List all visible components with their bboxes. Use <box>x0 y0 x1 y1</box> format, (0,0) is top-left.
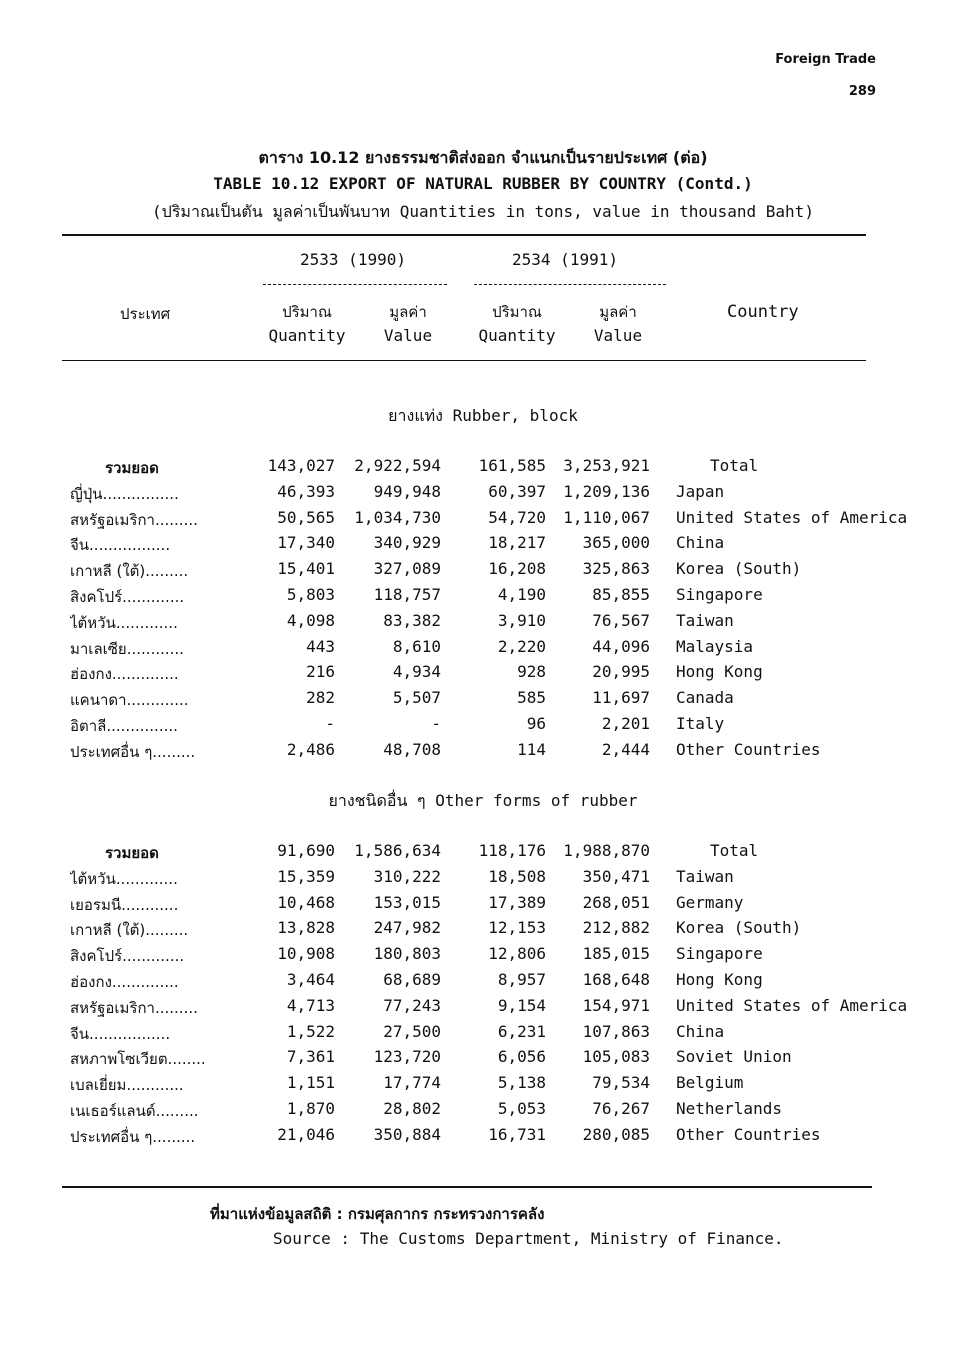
country-th-cell: เยอรมนี............ <box>70 895 179 914</box>
quantity-1990-cell: 7,361 <box>286 1047 335 1067</box>
table-row <box>0 533 966 559</box>
country-th-cell: มาเลเซีย............ <box>70 639 184 658</box>
country-en-cell: United States of America <box>676 995 908 1015</box>
value-1991-cell: 76,567 <box>592 610 650 630</box>
country-en-cell: China <box>676 533 725 553</box>
value-1991-cell: 325,863 <box>582 559 650 579</box>
country-en-header: Country <box>727 302 799 322</box>
year-1991-divider <box>474 284 666 285</box>
country-en-cell: Taiwan <box>676 866 734 886</box>
quantity-1991-cell: 8,957 <box>497 970 546 989</box>
quantity-1991-cell: 928 <box>517 662 546 682</box>
value-1991-cell: 268,051 <box>582 892 650 912</box>
value-1991-cell: 154,971 <box>582 995 650 1015</box>
value-1990-cell: 1,034,730 <box>354 507 441 527</box>
country-en-cell: Japan <box>676 481 725 501</box>
table-title-english: TABLE 10.12 EXPORT OF NATURAL RUBBER BY COUNTRY (Contd.) <box>213 174 753 193</box>
quantity-1990-cell: 17,340 <box>277 533 335 553</box>
country-th-cell: จีน................. <box>70 1024 171 1043</box>
country-en-cell: Germany <box>676 892 744 912</box>
table-row <box>0 867 966 893</box>
country-th-cell: อิตาลี............... <box>70 717 178 735</box>
value-1990-cell: 27,500 <box>383 1021 441 1041</box>
quantity-1990-cell: 21,046 <box>277 1124 335 1144</box>
section-title-rubber-block: ยางแท่ง Rubber, block <box>388 406 578 425</box>
country-th-cell: สิงคโปร์............. <box>70 947 185 966</box>
value-1990-cell: 123,720 <box>373 1047 441 1067</box>
table-row <box>0 508 966 534</box>
quantity-1991-cell: 60,397 <box>488 481 546 501</box>
value-th-1991: มูลค่า <box>599 303 637 321</box>
quantity-1990-cell: 2,486 <box>286 739 335 759</box>
country-th-cell: สหรัฐอเมริกา......... <box>70 510 198 529</box>
quantity-1990-cell: 10,468 <box>277 892 335 912</box>
table-row <box>0 482 966 508</box>
country-th-cell: รวมยอด <box>105 459 159 477</box>
table-row <box>0 970 966 996</box>
value-1990-cell: 48,708 <box>383 739 441 759</box>
value-1991-cell: 185,015 <box>582 944 650 964</box>
value-1990-cell: 180,803 <box>373 944 441 964</box>
country-th-cell: รวมยอด <box>105 844 159 862</box>
quantity-1991-cell: 96 <box>526 714 546 733</box>
quantity-th-1990: ปริมาณ <box>282 303 332 321</box>
quantity-1991-cell: 5,138 <box>497 1073 546 1093</box>
country-th-cell: เนเธอร์แลนด์......... <box>70 1102 199 1120</box>
value-1991-cell: 79,534 <box>592 1073 650 1093</box>
year-1990-header: 2533 (1990) <box>300 250 406 269</box>
quantity-1991-cell: 12,153 <box>488 918 546 938</box>
country-th-cell: สิงคโปร์............. <box>70 588 185 606</box>
quantity-1991-cell: 118,176 <box>478 841 546 860</box>
value-1990-cell: 247,982 <box>373 918 441 938</box>
country-en-cell: Malaysia <box>676 636 754 656</box>
quantity-1991-cell: 6,056 <box>497 1047 546 1067</box>
quantity-1990-cell: 282 <box>306 688 335 708</box>
value-1991-cell: 280,085 <box>582 1124 650 1144</box>
country-th-cell: เกาหลี (ใต้)......... <box>70 562 189 581</box>
quantity-1990-cell: 50,565 <box>277 507 335 527</box>
table-row <box>0 1125 966 1151</box>
country-th-cell: ประเทศอื่น ๆ......... <box>70 1127 196 1146</box>
country-th-cell: ญี่ปุ่น................ <box>70 484 179 503</box>
country-en-cell: Hong Kong <box>676 970 763 989</box>
quantity-1990-cell: 46,393 <box>277 481 335 501</box>
value-1990-cell: 8,610 <box>392 636 441 656</box>
quantity-1991-cell: 12,806 <box>488 944 546 964</box>
table-row <box>0 585 966 611</box>
value-1991-cell: 2,201 <box>601 714 650 733</box>
quantity-1991-cell: 585 <box>517 688 546 708</box>
country-th-cell: แคนาดา............. <box>70 691 189 710</box>
country-en-cell: Korea (South) <box>676 559 802 579</box>
quantity-1991-cell: 161,585 <box>478 456 546 475</box>
value-1990-cell: 949,948 <box>373 481 441 501</box>
section-title-other-forms: ยางชนิดอื่น ๆ Other forms of rubber <box>328 791 638 810</box>
country-th-cell: จีน................. <box>70 536 171 555</box>
quantity-1990-cell: 5,803 <box>286 585 335 604</box>
source-thai: ที่มาแห่งข้อมูลสถิติ : กรมศุลกากร กระทรวงการคลัง <box>210 1205 545 1223</box>
quantity-1991-cell: 16,731 <box>488 1124 546 1144</box>
country-th-header: ประเทศ <box>120 305 171 323</box>
country-th-cell: เบลเยี่ยม............ <box>70 1076 184 1095</box>
value-1991-cell: 76,267 <box>592 1099 650 1118</box>
value-1991-cell: 85,855 <box>592 585 650 604</box>
value-1990-cell: 310,222 <box>373 866 441 886</box>
quantity-1990-cell: 4,713 <box>286 995 335 1015</box>
value-1991-cell: 107,863 <box>582 1021 650 1041</box>
value-1991-cell: 3,253,921 <box>563 456 650 475</box>
value-1991-cell: 11,697 <box>592 688 650 708</box>
table-row <box>0 714 966 740</box>
quantity-1991-cell: 54,720 <box>488 507 546 527</box>
country-th-cell: ไต้หวัน............. <box>70 613 178 632</box>
country-en-cell: Taiwan <box>676 610 734 630</box>
value-1991-cell: 168,648 <box>582 970 650 989</box>
table-row <box>0 918 966 944</box>
country-en-cell: Other Countries <box>676 1124 821 1144</box>
value-1990-cell: 83,382 <box>383 610 441 630</box>
quantity-1991-cell: 6,231 <box>497 1021 546 1041</box>
table-row <box>0 944 966 970</box>
country-en-cell: Hong Kong <box>676 662 763 682</box>
quantity-1991-cell: 17,389 <box>488 892 546 912</box>
quantity-1991-cell: 2,220 <box>497 636 546 656</box>
country-en-cell: Italy <box>676 714 725 733</box>
country-en-cell: Soviet Union <box>676 1047 792 1067</box>
table-bottom-rule <box>62 1186 872 1188</box>
country-en-cell: Korea (South) <box>676 918 802 938</box>
country-en-cell: Netherlands <box>676 1099 782 1118</box>
country-th-cell: สหรัฐอเมริกา......... <box>70 998 198 1017</box>
quantity-1990-cell: 143,027 <box>267 456 335 475</box>
country-th-cell: ประเทศอื่น ๆ......... <box>70 742 196 761</box>
quantity-1991-cell: 9,154 <box>497 995 546 1015</box>
quantity-1990-cell: 216 <box>306 662 335 682</box>
value-1990-cell: 77,243 <box>383 995 441 1015</box>
table-row <box>0 1099 966 1125</box>
table-units-note: (ปริมาณเป็นตัน มูลค่าเป็นพันบาท Quantities in tons, value in thousand Baht) <box>152 202 814 221</box>
quantity-1990-cell: 13,828 <box>277 918 335 938</box>
value-en-1991: Value <box>593 326 643 345</box>
quantity-1991-cell: 18,217 <box>488 533 546 553</box>
page-number: 289 <box>848 84 876 99</box>
country-th-cell: ฮ่องกง.............. <box>70 665 179 684</box>
country-en-cell: United States of America <box>676 507 908 527</box>
country-th-cell: สหภาพโซเวียต........ <box>70 1050 206 1069</box>
quantity-1991-cell: 18,508 <box>488 866 546 886</box>
table-row <box>0 611 966 637</box>
quantity-1990-cell: 10,908 <box>277 944 335 964</box>
value-1991-cell: 350,471 <box>582 866 650 886</box>
country-en-cell: Singapore <box>676 585 763 604</box>
source-english: Source : The Customs Department, Ministry of Finance. <box>273 1229 784 1248</box>
table-row <box>0 688 966 714</box>
country-th-cell: ฮ่องกง.............. <box>70 973 179 991</box>
table-row <box>0 841 966 867</box>
table-row <box>0 1073 966 1099</box>
value-1991-cell: 20,995 <box>592 662 650 682</box>
country-en-cell: Canada <box>676 688 734 708</box>
value-th-1990: มูลค่า <box>389 303 427 321</box>
quantity-1990-cell: 15,359 <box>277 866 335 886</box>
quantity-1991-cell: 4,190 <box>497 585 546 604</box>
country-en-cell: Other Countries <box>676 739 821 759</box>
table-row <box>0 637 966 663</box>
table-top-rule <box>62 234 866 236</box>
quantity-1990-cell: 15,401 <box>277 559 335 579</box>
value-1991-cell: 365,000 <box>582 533 650 553</box>
value-1991-cell: 1,110,067 <box>563 507 650 527</box>
value-1991-cell: 1,209,136 <box>563 481 650 501</box>
year-1991-header: 2534 (1991) <box>512 250 618 269</box>
table-row <box>0 559 966 585</box>
quantity-1990-cell: 3,464 <box>286 970 335 989</box>
value-1991-cell: 212,882 <box>582 918 650 938</box>
table-row <box>0 1022 966 1048</box>
value-1991-cell: 2,444 <box>601 739 650 759</box>
table-row <box>0 1047 966 1073</box>
quantity-1990-cell: 4,098 <box>286 610 335 630</box>
quantity-1990-cell: 1,522 <box>286 1021 335 1041</box>
value-1990-cell: 340,929 <box>373 533 441 553</box>
value-1990-cell: - <box>431 714 441 733</box>
quantity-1990-cell: 443 <box>306 636 335 656</box>
value-1990-cell: 350,884 <box>373 1124 441 1144</box>
quantity-en-1991: Quantity <box>478 326 556 345</box>
country-en-cell: Singapore <box>676 944 763 964</box>
value-1990-cell: 4,934 <box>392 662 441 682</box>
value-1990-cell: 2,922,594 <box>354 456 441 475</box>
section-header: Foreign Trade <box>775 52 876 67</box>
quantity-1990-cell: 1,151 <box>286 1073 335 1093</box>
table-row <box>0 996 966 1022</box>
value-1990-cell: 28,802 <box>383 1099 441 1118</box>
country-en-cell: Belgium <box>676 1073 744 1093</box>
country-en-cell: Total <box>710 841 759 860</box>
value-1990-cell: 1,586,634 <box>354 841 441 860</box>
year-1990-divider <box>263 284 447 285</box>
header-bottom-rule <box>62 360 866 361</box>
quantity-1991-cell: 3,910 <box>497 610 546 630</box>
value-en-1990: Value <box>383 326 433 345</box>
value-1990-cell: 153,015 <box>373 892 441 912</box>
table-row <box>0 893 966 919</box>
table-row <box>0 662 966 688</box>
table-row <box>0 740 966 766</box>
value-1991-cell: 105,083 <box>582 1047 650 1067</box>
country-en-cell: Total <box>710 456 759 475</box>
quantity-1990-cell: 91,690 <box>277 841 335 860</box>
table-row <box>0 456 966 482</box>
quantity-1990-cell: - <box>325 714 335 733</box>
table-title-thai: ตาราง 10.12 ยางธรรมชาติส่งออก จำแนกเป็นรายประเทศ (ต่อ) <box>258 148 708 167</box>
country-th-cell: ไต้หวัน............. <box>70 869 178 888</box>
country-th-cell: เกาหลี (ใต้)......... <box>70 921 189 940</box>
value-1990-cell: 17,774 <box>383 1073 441 1093</box>
country-en-cell: China <box>676 1021 725 1041</box>
quantity-en-1990: Quantity <box>268 326 346 345</box>
quantity-1990-cell: 1,870 <box>286 1099 335 1118</box>
value-1991-cell: 1,988,870 <box>563 841 650 860</box>
quantity-1991-cell: 16,208 <box>488 559 546 579</box>
quantity-1991-cell: 5,053 <box>497 1099 546 1118</box>
value-1990-cell: 118,757 <box>373 585 441 604</box>
value-1990-cell: 327,089 <box>373 559 441 579</box>
value-1990-cell: 68,689 <box>383 970 441 989</box>
quantity-1991-cell: 114 <box>517 739 546 759</box>
value-1991-cell: 44,096 <box>592 636 650 656</box>
quantity-th-1991: ปริมาณ <box>492 303 542 321</box>
value-1990-cell: 5,507 <box>392 688 441 708</box>
